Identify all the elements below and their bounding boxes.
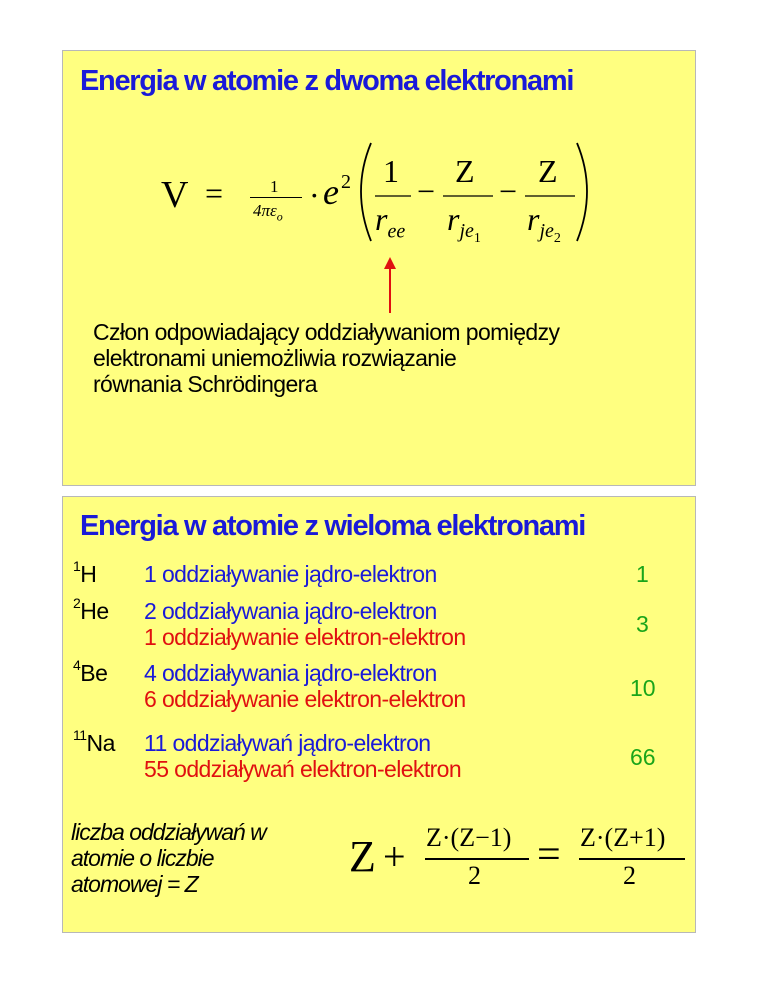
term2-numerator: Z xyxy=(455,153,475,189)
element-symbol-be: $^4$Be xyxy=(73,657,108,686)
red-arrow-head-icon xyxy=(384,257,396,269)
charge-e: e xyxy=(323,172,339,212)
fraction2-numerator: Z·(Z+1) xyxy=(580,823,666,852)
interaction-line: 6 oddziaływanie elektron-elektron xyxy=(144,686,466,712)
formula-plus: + xyxy=(383,834,406,879)
interaction-line: 4 oddziaływania jądro-elektron xyxy=(144,660,437,686)
term3-numerator: Z xyxy=(538,153,558,189)
fraction2-bar xyxy=(579,858,685,860)
fraction1-denominator: 2 xyxy=(468,861,481,890)
note-line: atomie o liczbie xyxy=(71,845,214,871)
interaction-count: 66 xyxy=(630,744,656,770)
fraction2-denominator: 2 xyxy=(623,861,636,890)
parentheses-and-bars xyxy=(63,51,697,487)
right-paren-icon xyxy=(577,143,587,241)
description-line: równania Schrödingera xyxy=(93,371,317,397)
interaction-line: 55 oddziaływań elektron-elektron xyxy=(144,756,462,782)
slide-two-electrons xyxy=(62,50,696,486)
description-line: elektronami uniemożliwia rozwiązanie xyxy=(93,345,457,371)
left-paren-icon xyxy=(361,143,371,241)
formula-lhs: V xyxy=(161,174,189,216)
interaction-count: 3 xyxy=(636,611,649,637)
interaction-description xyxy=(93,319,559,397)
charge-exponent: 2 xyxy=(341,171,351,193)
fraction1-bar xyxy=(425,858,529,860)
formula-z: Z xyxy=(349,832,376,881)
element-symbol-h: $^1$H xyxy=(73,558,97,587)
interaction-line: 1 oddziaływanie jądro-elektron xyxy=(144,561,437,587)
interaction-line: 2 oddziaływania jądro-elektron xyxy=(144,598,437,624)
dot-operator: · xyxy=(309,177,320,213)
term3-denominator: $r_{je_2}$ xyxy=(527,201,561,247)
prefactor-denominator: $4\pi\varepsilon_o$ xyxy=(253,201,283,224)
minus-sign-2: − xyxy=(499,173,518,209)
minus-sign-1: − xyxy=(417,173,436,209)
note-line: atomowej = Z xyxy=(71,871,198,897)
slide-title: Energia w atomie z wieloma elektronami xyxy=(80,510,585,542)
term1-denominator: $r_{ee}$ xyxy=(375,201,406,243)
formula-equals: = xyxy=(537,832,561,878)
term2-denominator: $r_{je_1}$ xyxy=(447,201,481,247)
interaction-count: 1 xyxy=(636,561,649,587)
slide-many-electrons xyxy=(62,496,696,933)
element-symbol-na: $^{11}$Na xyxy=(73,727,115,756)
description-line: Człon odpowiadający oddziaływaniom pomiędzy xyxy=(93,319,560,345)
element-symbol-he: $^2$He xyxy=(73,595,109,624)
interaction-count-note xyxy=(71,819,266,897)
note-line: liczba oddziaływań w xyxy=(71,819,266,845)
formula-equals: = xyxy=(205,175,224,211)
interaction-line: 11 oddziaływań jądro-elektron xyxy=(144,730,431,756)
interaction-count: 10 xyxy=(630,675,656,701)
slide-title: Energia w atomie z dwoma elektronami xyxy=(80,65,574,97)
interaction-line: 1 oddziaływanie elektron-elektron xyxy=(144,624,466,650)
fraction1-numerator: Z·(Z−1) xyxy=(426,823,512,852)
prefactor-numerator: 1 xyxy=(270,177,279,196)
term1-numerator: 1 xyxy=(383,153,399,189)
